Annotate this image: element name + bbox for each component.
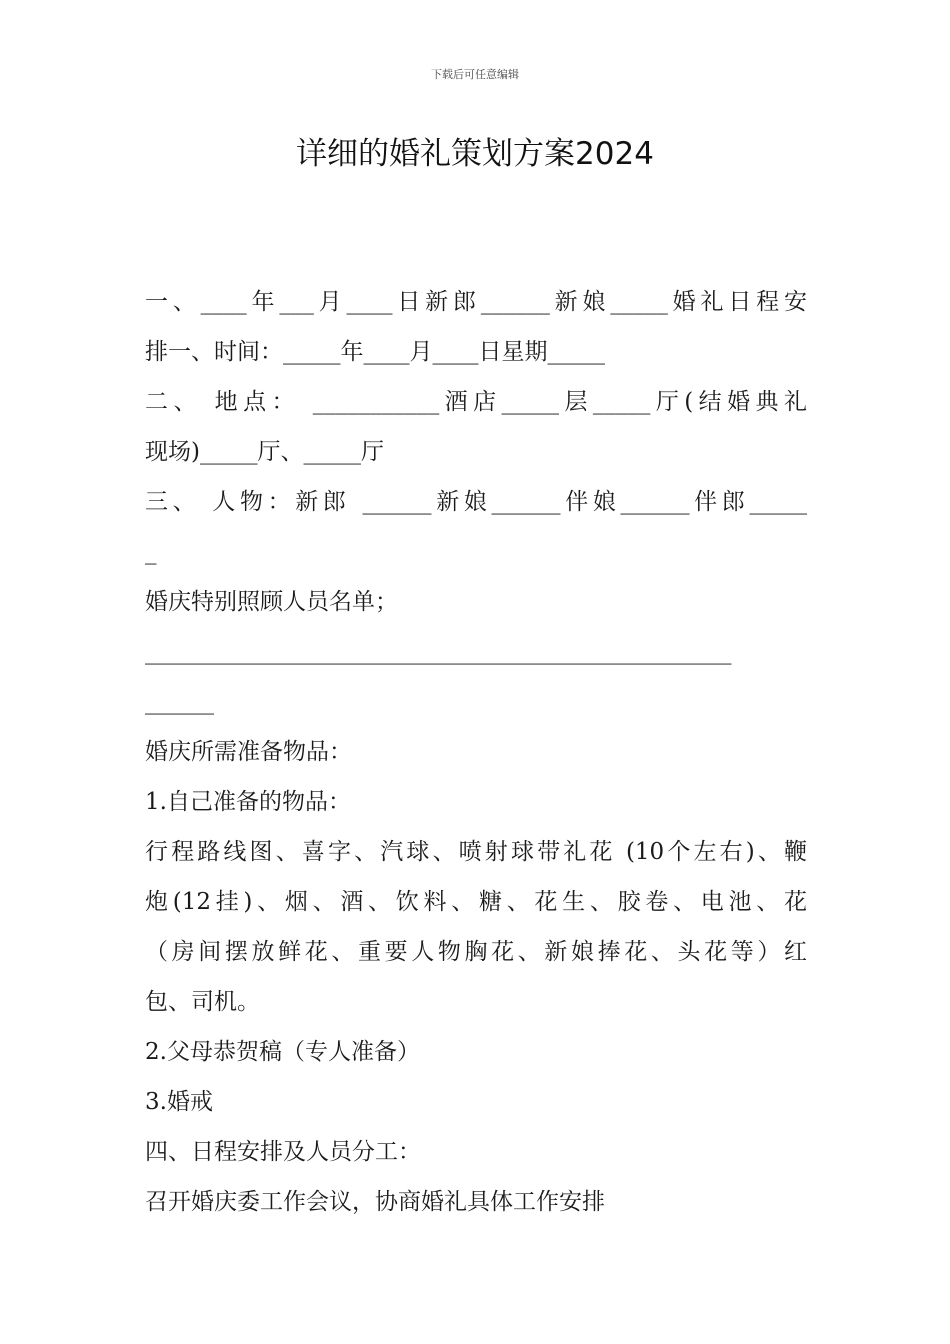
line-rings: 3.婚戒 [145, 1089, 213, 1115]
line-meeting: 召开婚庆委工作会议，协商婚礼具体工作安排 [145, 1189, 605, 1215]
line-people-cont: _ [145, 539, 157, 565]
line-time: 排一、时间：_____年____月____日星期_____ [145, 339, 605, 365]
header-note: 下载后可任意编辑 [431, 68, 519, 81]
document-title: 详细的婚礼策划方案2024 [296, 136, 654, 172]
line-location: 二、 地点： ___________酒店_____层_____厅(结婚典礼 [145, 389, 807, 415]
line-supplies-2: 炮(12挂)、烟、酒、饮料、糖、花生、胶卷、电池、花 [145, 889, 807, 915]
line-supplies-4: 包、司机。 [145, 989, 260, 1015]
line-parents-speech: 2.父母恭贺稿（专人准备） [145, 1039, 420, 1065]
document-body [145, 277, 807, 1227]
line-schedule-heading: 四、日程安排及人员分工： [145, 1139, 421, 1165]
line-supplies-1: 行程路线图、喜字、汽球、喷射球带礼花 (10个左右)、鞭 [145, 839, 807, 865]
line-self-prepared-heading: 1.自己准备的物品： [145, 789, 351, 815]
line-supplies-3: （房间摆放鲜花、重要人物胸花、新娘捧花、头花等）红 [145, 939, 807, 965]
line-supplies-heading: 婚庆所需准备物品： [145, 739, 352, 765]
line-location-cont: 现场)_____厅、_____厅 [145, 439, 384, 465]
line-people: 三、 人物：新郎 ______新娘______伴娘______伴郎_____ [145, 489, 807, 515]
line-special-care-blank: ___________________________________________________ [145, 639, 732, 665]
line-special-care-blank-cont: ______ [145, 689, 214, 715]
line-date-couple: 一、____年___月____日新郎______新娘_____婚礼日程安 [145, 289, 807, 315]
line-special-care-heading: 婚庆特别照顾人员名单； [145, 589, 398, 615]
